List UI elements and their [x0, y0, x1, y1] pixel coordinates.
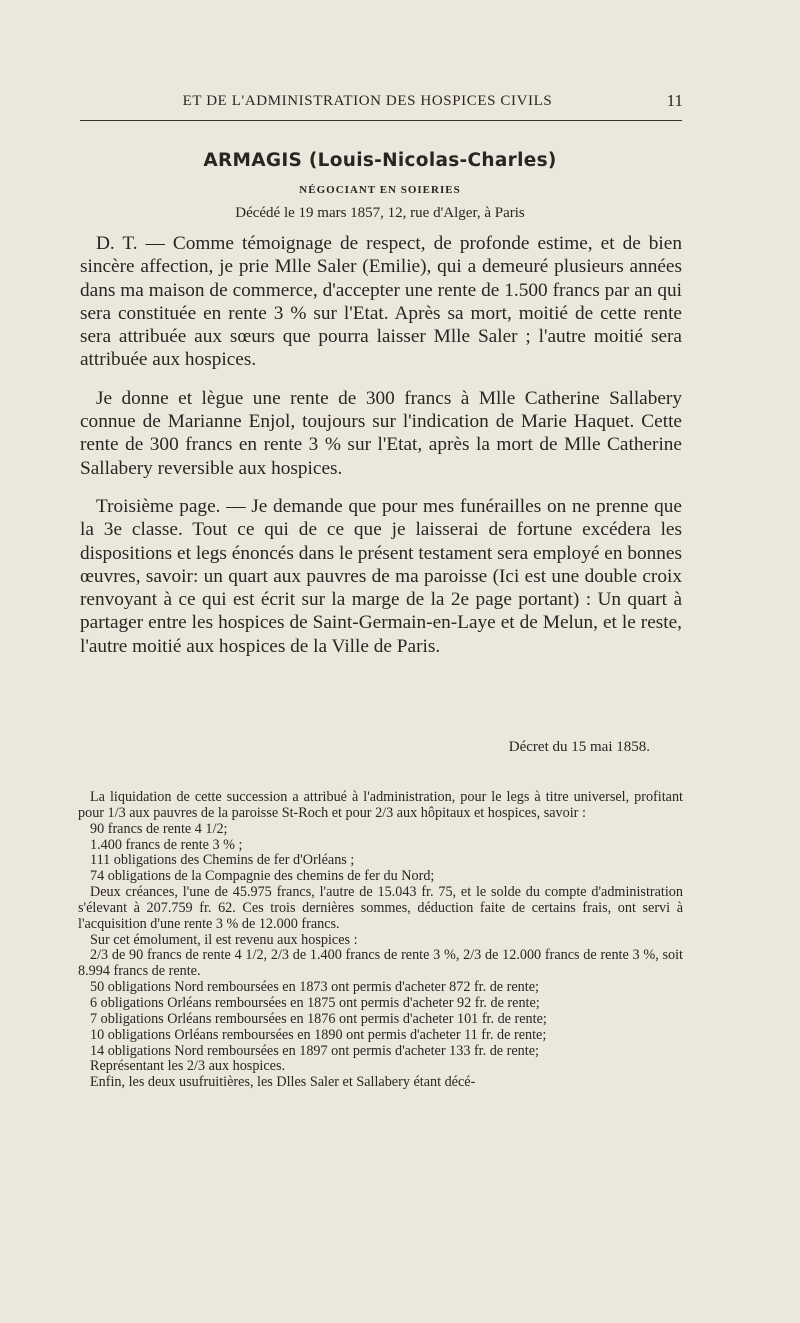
note-paragraph: Sur cet émolument, il est revenu aux hospices :	[90, 931, 358, 948]
note-paragraph: 6 obligations Orléans remboursées en 1875 ont permis d'acheter 92 fr. de rente;	[90, 994, 540, 1011]
testament-paragraph: Je donne et lègue une rente de 300 francs à Mlle Catherine Sallabery connue de Marianne Enjol, toujours sur l'indication de Marie Haquet. Cette rente de 300 francs en rente 3 % sur l'Etat, après la mort de Mlle Catherine Sallabery reversible aux hospices.	[80, 387, 682, 479]
note-paragraph: 50 obligations Nord remboursées en 1873 ont permis d'acheter 872 fr. de rente;	[90, 979, 539, 996]
note-paragraph: 2/3 de 90 francs de rente 4 1/2, 2/3 de 1.400 francs de rente 3 %, 2/3 de 12.000 francs de rente 3 %, soit 8.994 francs de rente.	[78, 947, 683, 980]
entry-title: ARMAGIS (Louis-Nicolas-Charles)	[203, 150, 557, 171]
liquidation-notes	[78, 790, 683, 1091]
testament-paragraph: D. T. — Comme témoignage de respect, de profonde estime, et de bien sincère affection, je prie Mlle Saler (Emilie), qui a demeuré plusieurs années dans ma maison de commerce, d'accepter une rente de 1.500 francs par an qui sera constituée en rente 3 % sur l'Etat. Après sa mort, moitié de cette rente sera attribuée aux sœurs que pourra laisser Mlle Saler ; l'autre moitié sera attribuée aux hospices.	[80, 233, 682, 371]
page-number: 11	[666, 91, 683, 110]
note-paragraph: 111 obligations des Chemins de fer d'Orléans ;	[90, 852, 355, 869]
entry-death-info: Décédé le 19 mars 1857, 12, rue d'Alger, à Paris	[235, 205, 525, 221]
note-paragraph: 90 francs de rente 4 1/2;	[90, 820, 228, 837]
note-paragraph: 10 obligations Orléans remboursées en 1890 ont permis d'acheter 11 fr. de rente;	[90, 1026, 547, 1043]
testament-text	[80, 232, 682, 673]
note-paragraph: Enfin, les deux usufruitières, les Dlles Saler et Sallabery étant décé-	[90, 1074, 476, 1091]
note-paragraph: 1.400 francs de rente 3 % ;	[90, 836, 243, 853]
note-paragraph: Deux créances, l'une de 45.975 francs, l'autre de 15.043 fr. 75, et le solde du compte d'administration s'élevant à 207.759 fr. 62. Ces trois dernières sommes, déduction faite de certains frais, ont servi à l'acquisition d'une rente 3 % de 12.000 francs.	[78, 884, 683, 932]
note-paragraph: 7 obligations Orléans remboursées en 1876 ont permis d'acheter 101 fr. de rente;	[90, 1010, 547, 1027]
note-paragraph: La liquidation de cette succession a attribué à l'administration, pour le legs à titre universel, profitant pour 1/3 aux pauvres de la paroisse St-Roch et pour 2/3 aux hôpitaux et hospices, savoir :	[78, 789, 683, 821]
running-head: ET DE L'ADMINISTRATION DES HOSPICES CIVILS	[182, 93, 553, 109]
decree-line: Décret du 15 mai 1858.	[508, 739, 650, 755]
note-paragraph: Représentant les 2/3 aux hospices.	[90, 1058, 286, 1075]
note-paragraph: 74 obligations de la Compagnie des chemins de fer du Nord;	[90, 868, 435, 885]
note-paragraph: 14 obligations Nord remboursées en 1897 ont permis d'acheter 133 fr. de rente;	[90, 1042, 539, 1059]
header-divider	[80, 120, 682, 121]
entry-occupation: NÉGOCIANT EN SOIERIES	[299, 184, 461, 196]
testament-paragraph: Troisième page. — Je demande que pour mes funérailles on ne prenne que la 3e classe. Tout ce qui de ce que je laisserai de fortune excédera les dispositions et legs énoncés dans le présent testament sera employé en bonnes œuvres, savoir: un quart aux pauvres de ma paroisse (Ici est une double croix renvoyant à ce qui est écrit sur la marge de la 2e page portant) : Un quart à partager entre les hospices de Saint-Germain-en-Laye et de Melun, et le reste, l'autre moitié aux hospices de la Ville de Paris.	[80, 495, 682, 657]
